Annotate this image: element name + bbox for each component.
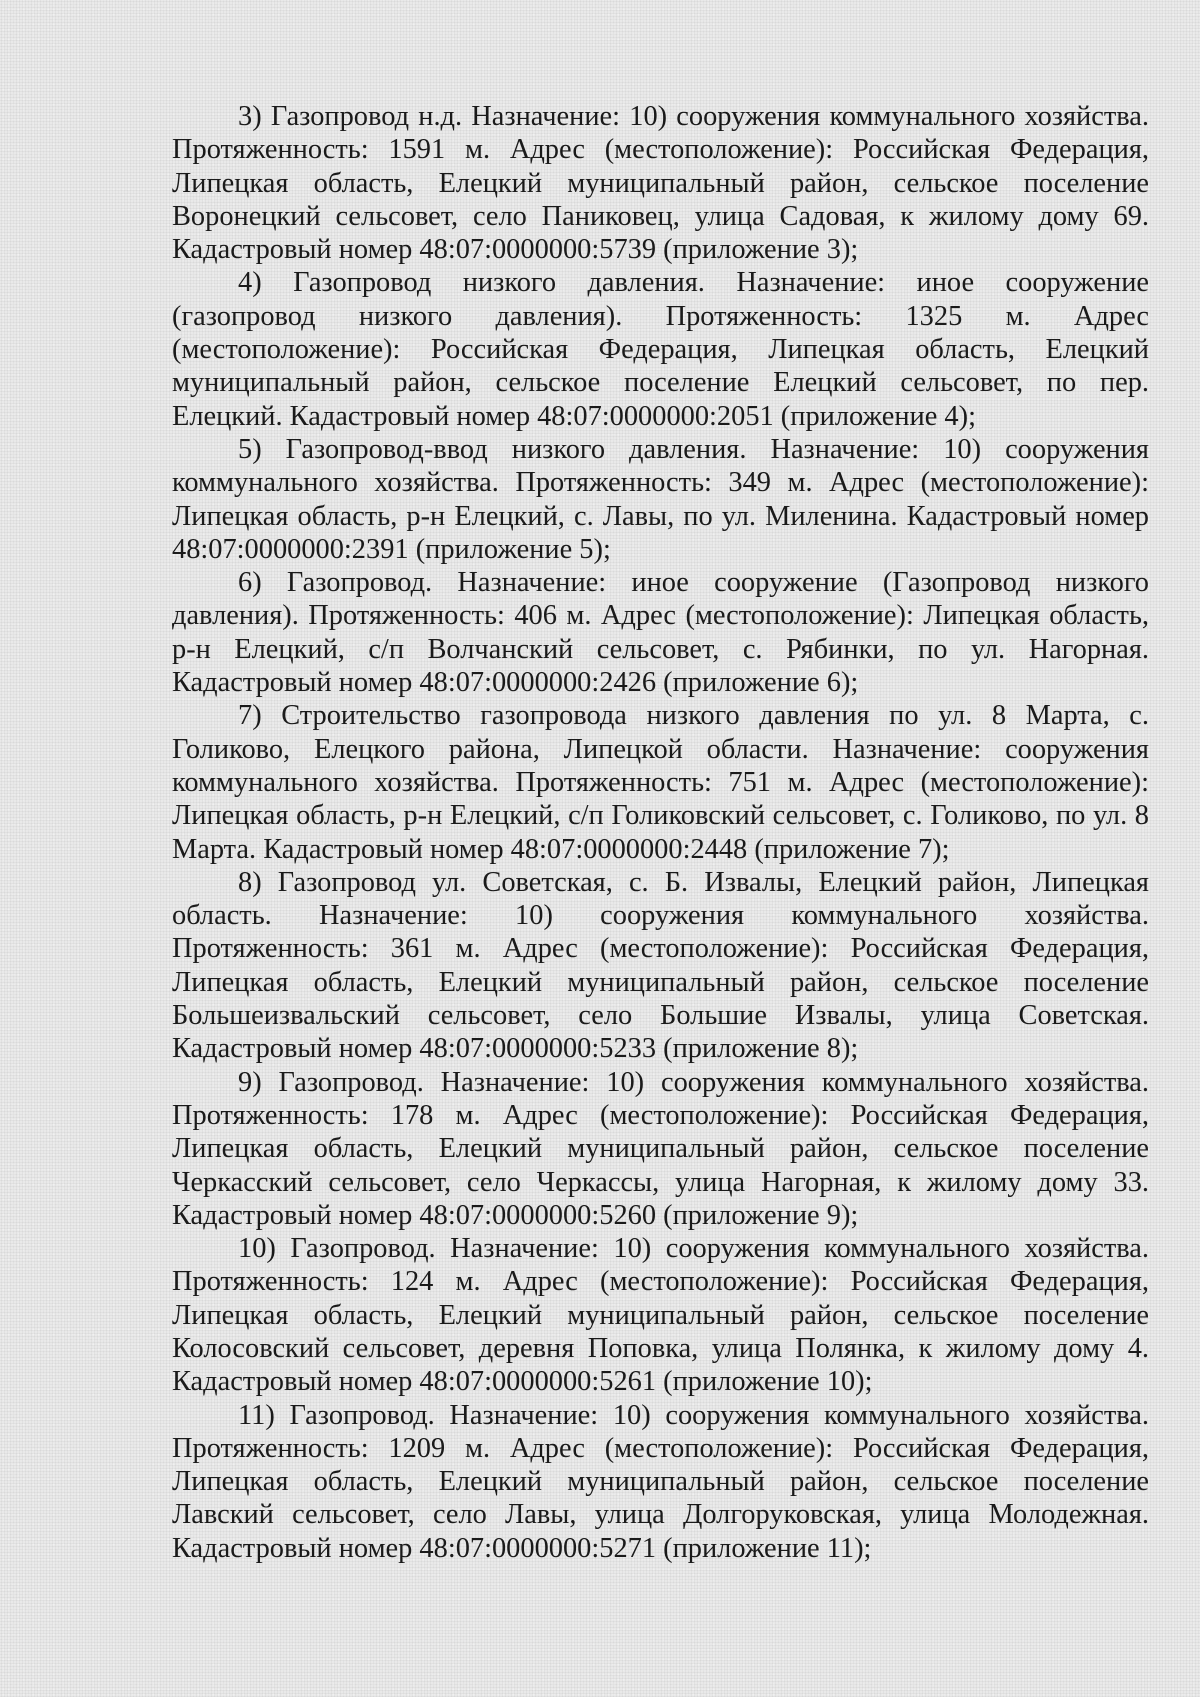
- list-item-11: 11) Газопровод. Назначение: 10) сооружения коммунального хозяйства. Протяженность: 1209 м. Адрес (местоположение): Российская Федерация, Липецкая область, Елецкий муниципальный район, сельское поселение Лавский сельсовет, село Лавы, улица Долгоруковская, улица Молодежная. Кадастровый номер 48:07:0000000:5271 (приложение 11);: [172, 1399, 1149, 1564]
- list-item-3: 3) Газопровод н.д. Назначение: 10) сооружения коммунального хозяйства. Протяженность: 1591 м. Адрес (местоположение): Российская Федерация, Липецкая область, Елецкий муниципальный район, сельское поселение Воронецкий сельсовет, село Паниковец, улица Садовая, к жилому дому 69. Кадастровый номер 48:07:0000000:5739 (приложение 3);: [172, 101, 1149, 266]
- list-item-7: 7) Строительство газопровода низкого давления по ул. 8 Марта, с. Голиково, Елецкого района, Липецкой области. Назначение: сооружения коммунального хозяйства. Протяженность: 751 м. Адрес (местоположение): Липецкая область, р-н Елецкий, с/п Голиковский сельсовет, с. Голиково, по ул. 8 Марта. Кадастровый номер 48:07:0000000:2448 (приложение 7);: [172, 700, 1149, 865]
- list-item-10: 10) Газопровод. Назначение: 10) сооружения коммунального хозяйства. Протяженность: 124 м. Адрес (местоположение): Российская Федерация, Липецкая область, Елецкий муниципальный район, сельское поселение Колосовский сельсовет, деревня Поповка, улица Полянка, к жилому дому 4. Кадастровый номер 48:07:0000000:5261 (приложение 10);: [172, 1233, 1149, 1398]
- document-body: [172, 100, 1149, 1565]
- list-item-8: 8) Газопровод ул. Советская, с. Б. Извалы, Елецкий район, Липецкая область. Назначение: 10) сооружения коммунального хозяйства. Протяженность: 361 м. Адрес (местоположение): Российская Федерация, Липецкая область, Елецкий муниципальный район, сельское поселение Большеизвальский сельсовет, село Большие Извалы, улица Советская. Кадастровый номер 48:07:0000000:5233 (приложение 8);: [172, 866, 1149, 1065]
- list-item-6: 6) Газопровод. Назначение: иное сооружение (Газопровод низкого давления). Протяженность: 406 м. Адрес (местоположение): Липецкая область, р-н Елецкий, с/п Волчанский сельсовет, с. Рябинки, по ул. Нагорная. Кадастровый номер 48:07:0000000:2426 (приложение 6);: [172, 567, 1149, 699]
- list-item-5: 5) Газопровод-ввод низкого давления. Назначение: 10) сооружения коммунального хозяйства. Протяженность: 349 м. Адрес (местоположение): Липецкая область, р-н Елецкий, с. Лавы, по ул. Миленина. Кадастровый номер 48:07:0000000:2391 (приложение 5);: [172, 433, 1149, 565]
- list-item-4: 4) Газопровод низкого давления. Назначение: иное сооружение (газопровод низкого давления). Протяженность: 1325 м. Адрес (местоположение): Российская Федерация, Липецкая область, Елецкий муниципальный район, сельское поселение Елецкий сельсовет, по пер. Елецкий. Кадастровый номер 48:07:0000000:2051 (приложение 4);: [172, 267, 1149, 432]
- list-item-9: 9) Газопровод. Назначение: 10) сооружения коммунального хозяйства. Протяженность: 178 м. Адрес (местоположение): Российская Федерация, Липецкая область, Елецкий муниципальный район, сельское поселение Черкасский сельсовет, село Черкассы, улица Нагорная, к жилому дому 33. Кадастровый номер 48:07:0000000:5260 (приложение 9);: [172, 1066, 1149, 1231]
